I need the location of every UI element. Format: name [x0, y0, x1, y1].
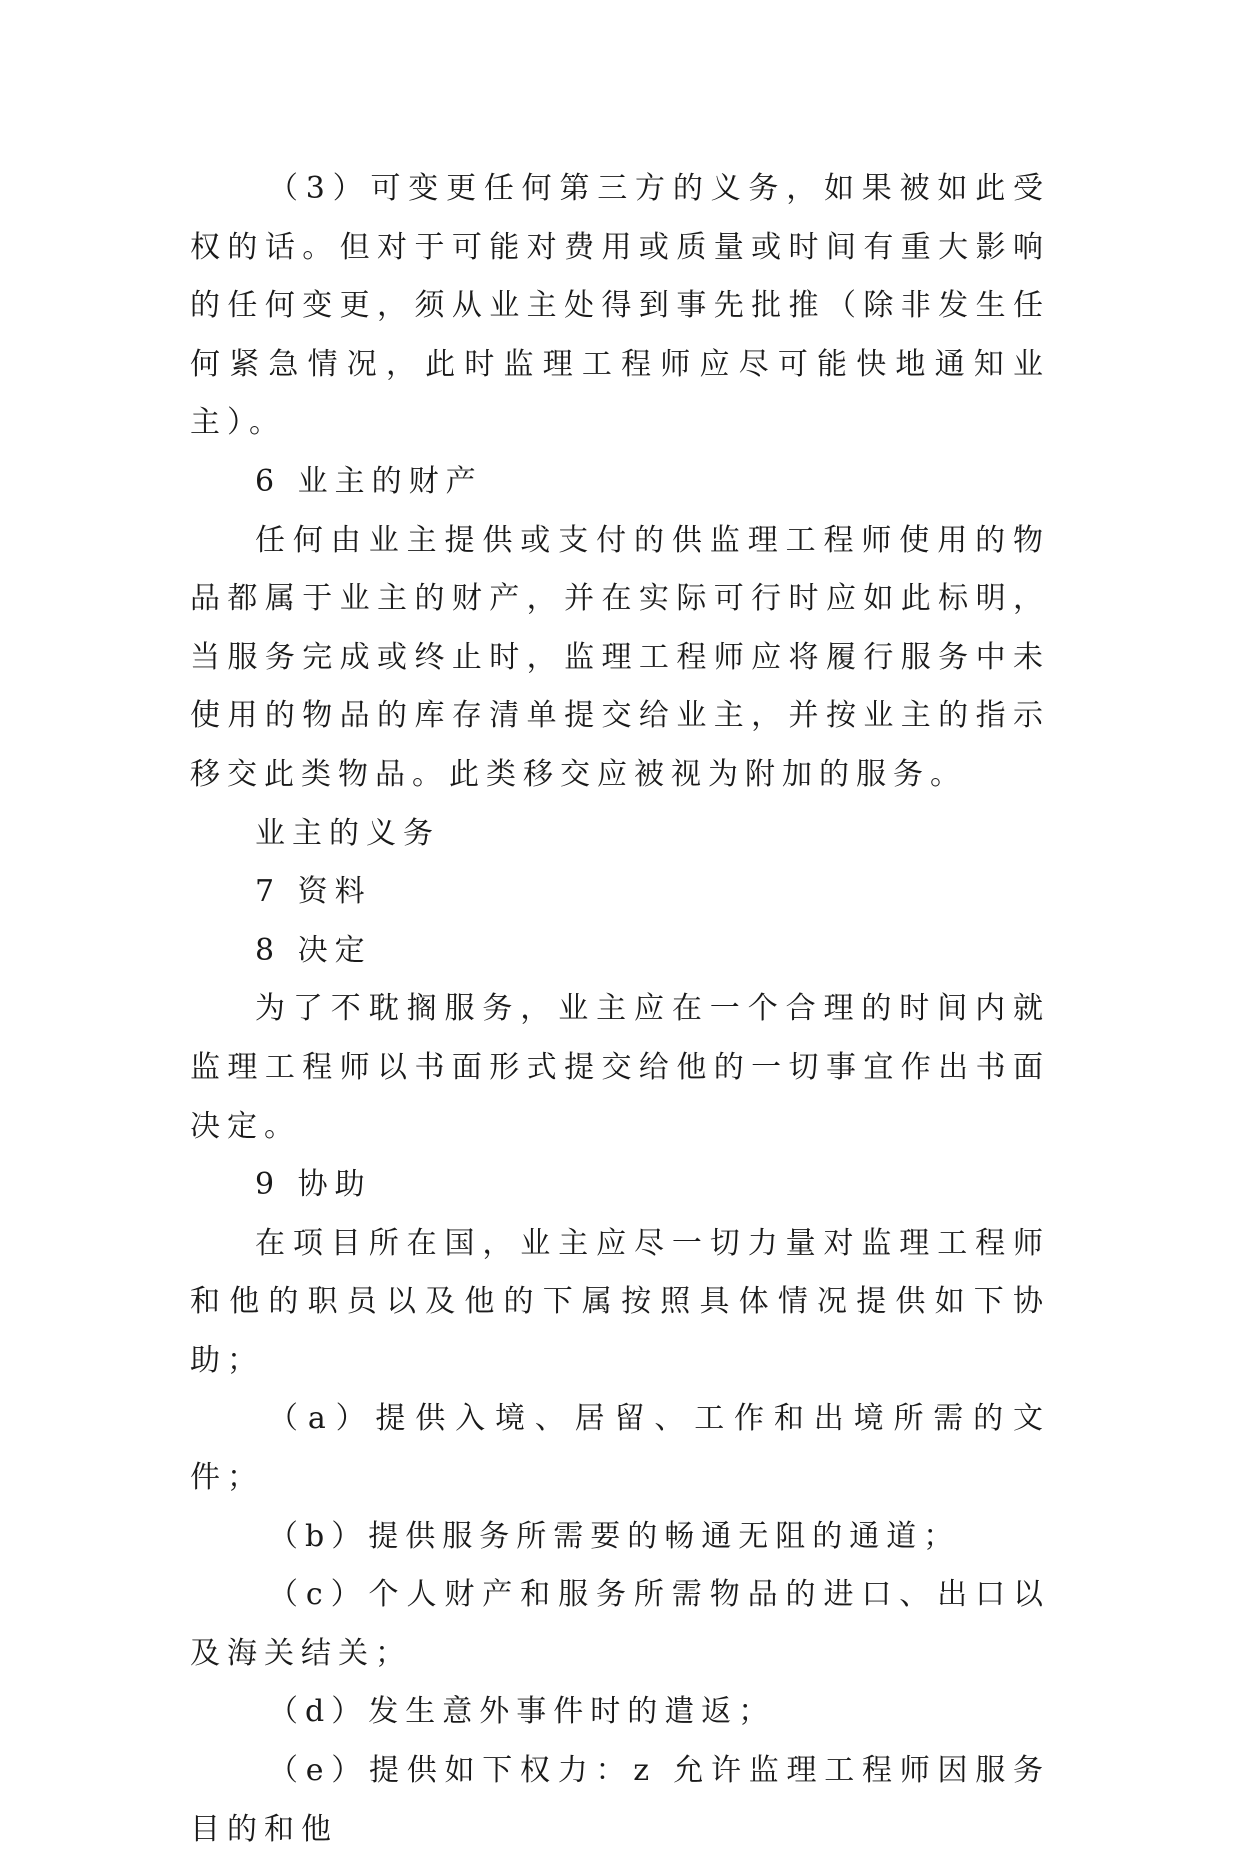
- section-heading-owner-property: 6 业主的财产: [255, 463, 483, 499]
- section-heading-owner-obligations: 业主的义务: [255, 815, 440, 851]
- list-item-b: （b）提供服务所需要的畅通无阻的通道；: [268, 1518, 961, 1554]
- list-item-c: （c）个人财产和服务所需物品的进口、出口以及海关结关；: [190, 1577, 1050, 1671]
- paragraph-decisions: 为了不耽搁服务，业主应在一个合理的时间内就监理工程师以书面形式提交给他的一切事宜作出书面决定。: [190, 991, 1050, 1144]
- list-item-e: （e）提供如下权力：z 允许监理工程师因服务目的和他: [190, 1753, 1050, 1847]
- section-heading-information: 7 资料: [255, 874, 372, 910]
- list-item-a: （a）提供入境、居留、工作和出境所需的文件；: [190, 1401, 1050, 1496]
- document-body: [190, 160, 1050, 1859]
- section-heading-assistance: 9 协助: [255, 1167, 372, 1203]
- paragraph-third-party-obligations: （3）可变更任何第三方的义务，如果被如此受权的话。但对于可能对费用或质量或时间有重大影响的任何变更，须从业主处得到事先批推（除非发生任何紧急情况，此时监理工程师应尽可能快地通知业主）。: [190, 171, 1050, 441]
- paragraph-owner-property: 任何由业主提供或支付的供监理工程师使用的物品都属于业主的财产，并在实际可行时应如此标明，当服务完成或终止时，监理工程师应将履行服务中未使用的物品的库存清单提交给业主，并按业主的指示移交此类物品。此类移交应被视为附加的服务。: [190, 522, 1050, 792]
- paragraph-assistance: 在项目所在国，业主应尽一切力量对监理工程师和他的职员以及他的下属按照具体情况提供如下协助；: [190, 1225, 1050, 1378]
- list-item-d: （d）发生意外事件时的遣返；: [268, 1694, 776, 1730]
- section-heading-decisions: 8 决定: [255, 932, 372, 968]
